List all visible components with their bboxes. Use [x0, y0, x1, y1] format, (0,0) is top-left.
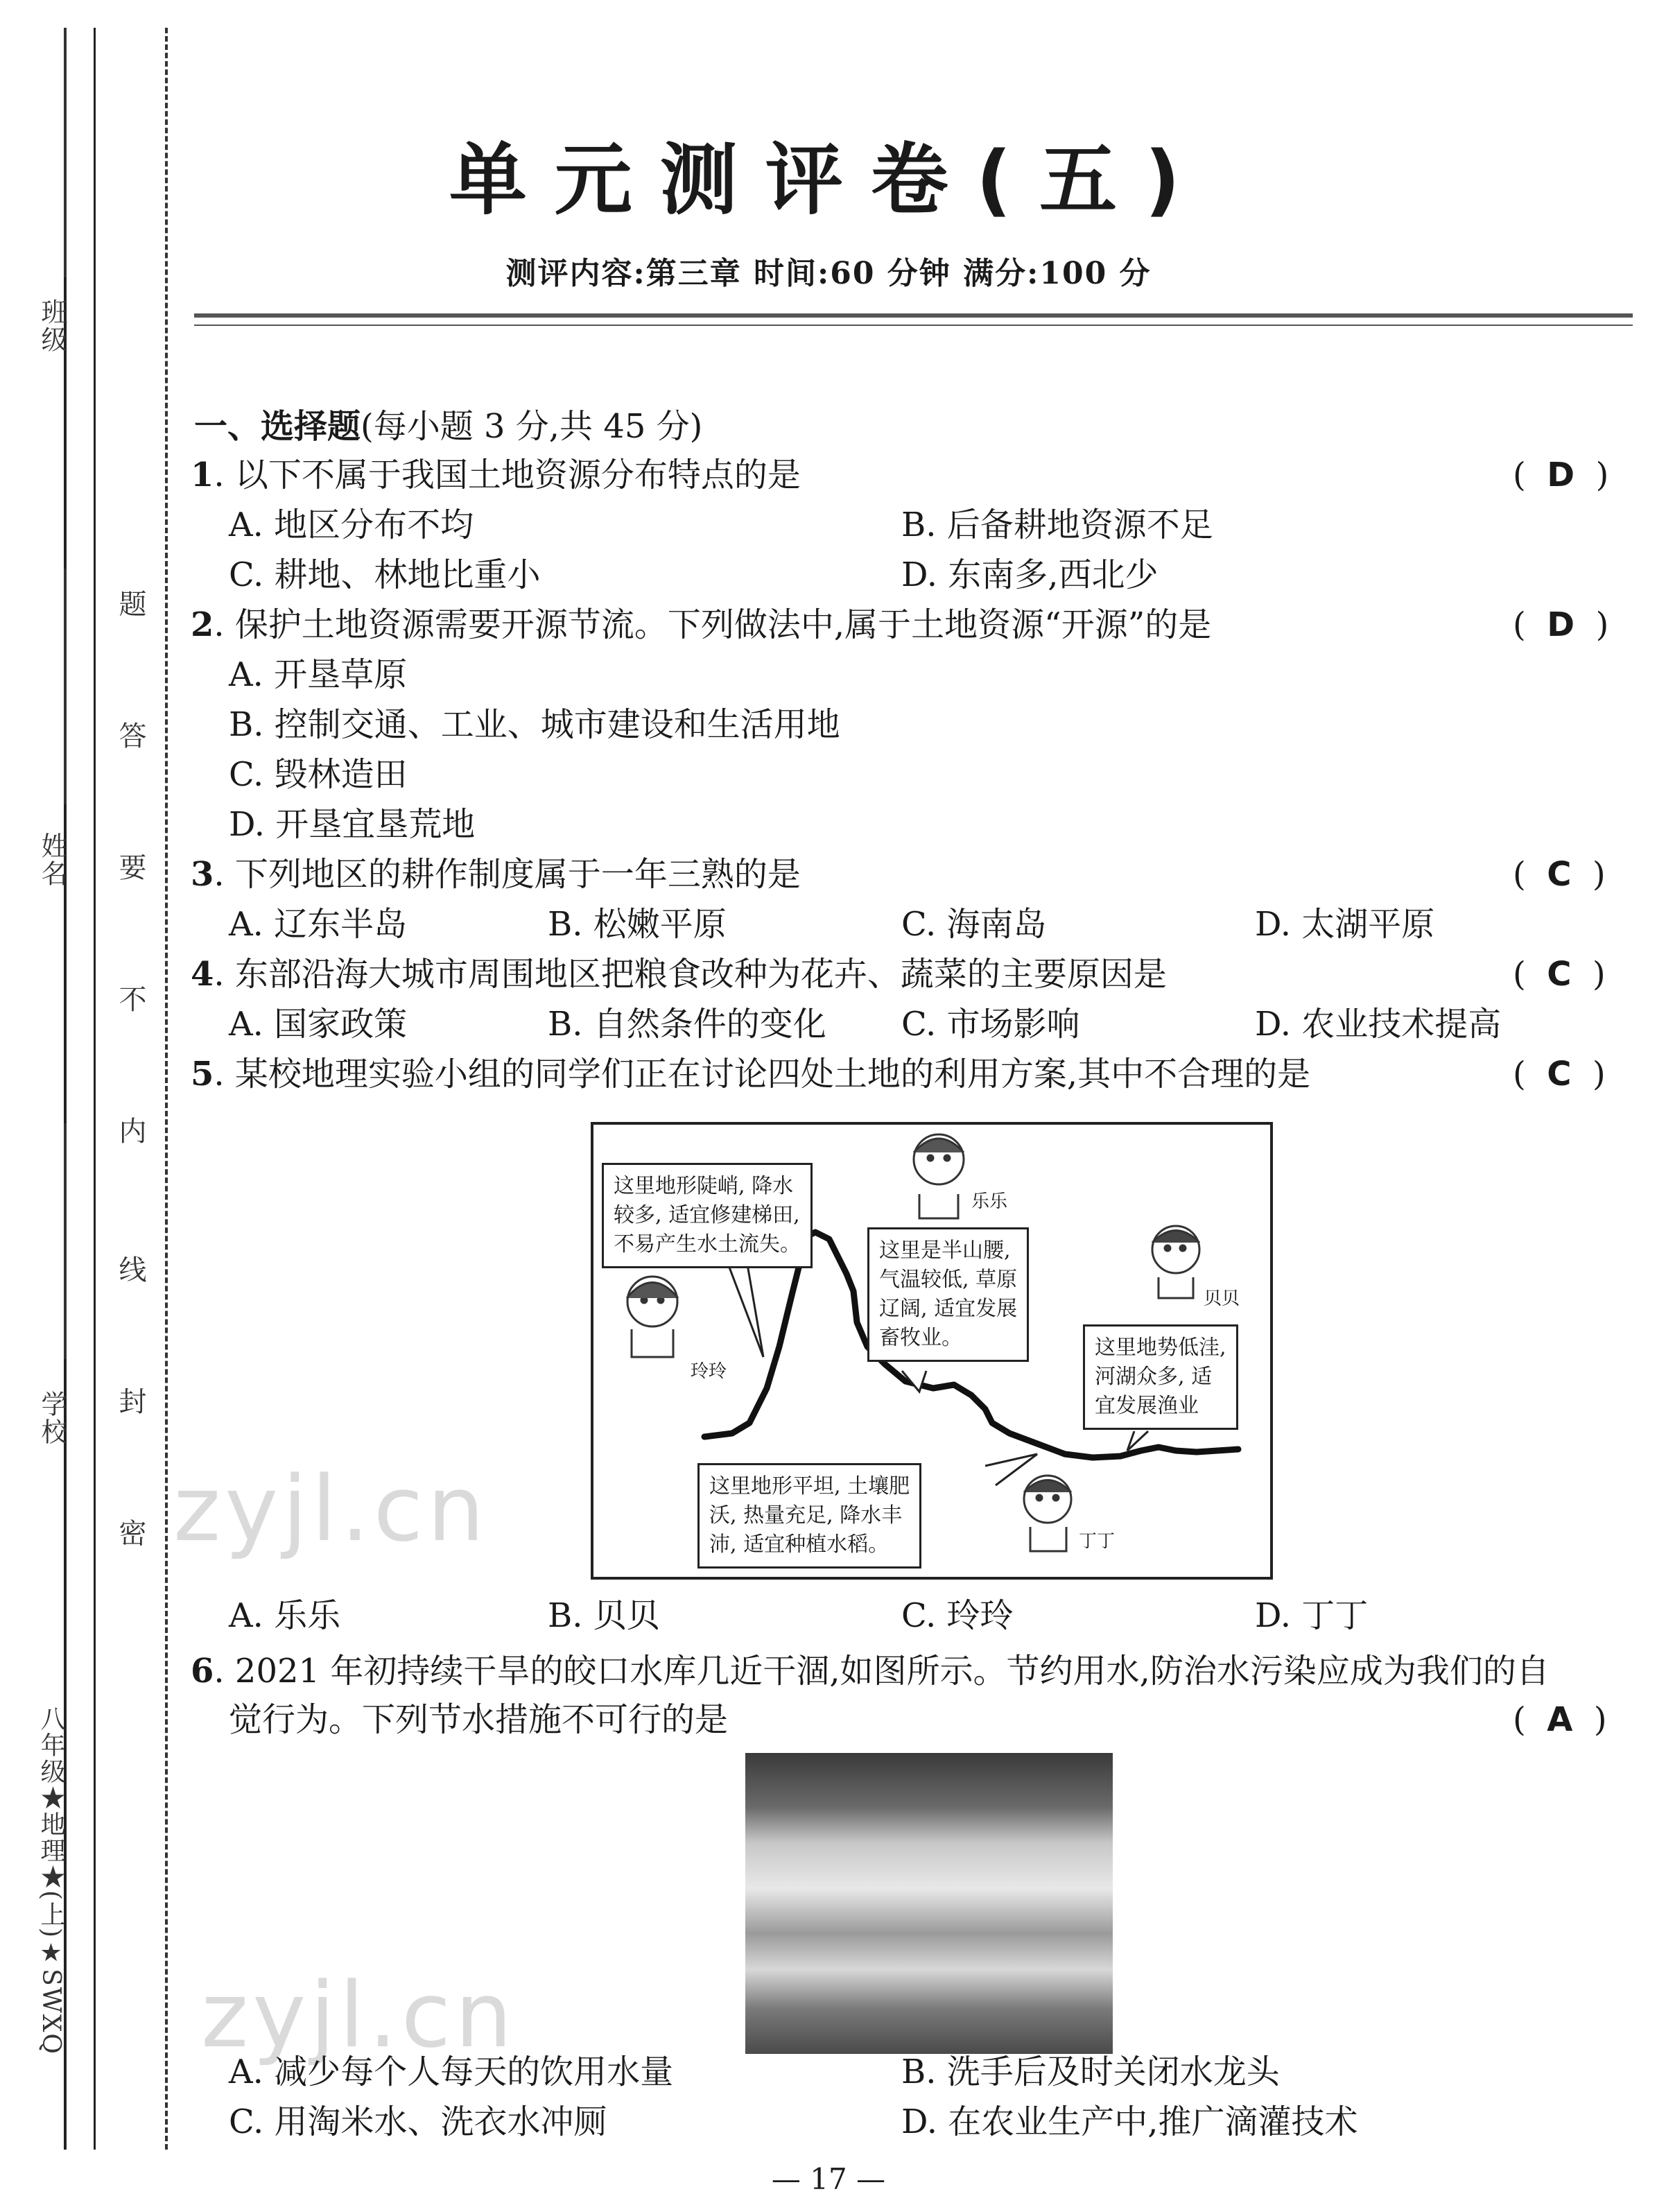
option[interactable]: D. 在农业生产中,推广滴灌技术 — [901, 2102, 1358, 2141]
section-note: (每小题 3 分,共 45 分) — [361, 407, 703, 446]
watermark: zyjl.cn — [201, 1962, 517, 2068]
option[interactable]: B. 自然条件的变化 — [548, 1005, 826, 1044]
answer-bracket: ( D ) — [1513, 605, 1609, 644]
reservoir-photo — [745, 1753, 1113, 2054]
question-text: . 2021 年初持续干旱的皎口水库几近干涸,如图所示。节约用水,防治水污染应成为我们的自 — [214, 1652, 1550, 1691]
option[interactable]: B. 后备耕地资源不足 — [901, 506, 1213, 544]
answer-letter: C — [1547, 855, 1572, 894]
option[interactable]: A. 减少每个人每天的饮用水量 — [229, 2053, 674, 2091]
kid-lingling-icon — [627, 1277, 678, 1357]
question-text: . 以下不属于我国土地资源分布特点的是 — [214, 456, 801, 494]
question-number: 2 — [191, 605, 214, 644]
option[interactable]: B. 洗手后及时关闭水龙头 — [901, 2053, 1280, 2091]
option[interactable]: B. 控制交通、工业、城市建设和生活用地 — [229, 705, 840, 744]
answer-bracket: ( D ) — [1513, 456, 1609, 494]
pointer-lingling — [725, 1256, 763, 1357]
option[interactable]: D. 农业技术提高 — [1255, 1005, 1502, 1044]
label-dingding: 丁丁 — [1079, 1531, 1116, 1552]
option[interactable]: B. 松嫩平原 — [548, 905, 727, 944]
page-title: 单元测评卷(五) — [449, 135, 1208, 225]
label-beibei: 贝贝 — [1204, 1288, 1240, 1309]
question-stem — [191, 454, 801, 496]
answer-letter: C — [1547, 1055, 1572, 1094]
school-label: 学校 — [37, 1390, 67, 1446]
question-text-continued: 觉行为。下列节水措施不可行的是 — [229, 1700, 729, 1739]
page-number: — 17 — — [771, 2162, 886, 2196]
margin-line-inner — [94, 28, 96, 2150]
pointer-dingding — [985, 1454, 1037, 1485]
book-code: 八年级★地理★(上)★SWXQ — [37, 1706, 65, 2055]
page-subtitle: 测评内容:第三章 时间:60 分钟 满分:100 分 — [505, 256, 1152, 291]
answer-letter: A — [1547, 1700, 1573, 1739]
seal-dashed-line — [165, 28, 168, 2150]
question-stem — [191, 1650, 1550, 1692]
question-text: . 下列地区的耕作制度属于一年三熟的是 — [214, 855, 801, 894]
seal-char: 不 — [114, 985, 146, 1012]
answer-bracket: ( A ) — [1513, 1700, 1607, 1739]
watermark: zyjl.cn — [173, 1456, 489, 1562]
answer-letter: D — [1547, 456, 1575, 494]
question-number: 1 — [191, 456, 214, 494]
question-number: 6 — [191, 1652, 214, 1691]
land-use-figure — [591, 1122, 1273, 1580]
section-title: 一、选择题 — [194, 407, 361, 446]
option[interactable]: C. 用淘米水、洗衣水冲厕 — [229, 2102, 607, 2141]
bubble-lele: 这里是半山腰, 气温较低, 草原 辽阔, 适宜发展 畜牧业。 — [867, 1227, 1029, 1362]
option[interactable]: A. 开垦草原 — [229, 655, 408, 694]
option[interactable]: D. 东南多,西北少 — [901, 555, 1159, 594]
bubble-beibei: 这里地势低洼, 河湖众多, 适 宜发展渔业 — [1083, 1324, 1238, 1430]
option[interactable]: C. 毁林造田 — [229, 755, 408, 794]
name-label: 姓名 — [37, 832, 67, 888]
school-blank[interactable] — [64, 1123, 67, 1359]
option[interactable]: C. 玲玲 — [901, 1596, 1014, 1635]
bubble-dingding: 这里地形平坦, 土壤肥 沃, 热量充足, 降水丰 沛, 适宜种植水稻。 — [697, 1463, 921, 1569]
option[interactable]: D. 丁丁 — [1255, 1596, 1369, 1635]
question-number: 3 — [191, 855, 214, 894]
option[interactable]: A. 乐乐 — [229, 1596, 341, 1635]
kid-dingding-icon — [1024, 1476, 1071, 1551]
option[interactable]: D. 太湖平原 — [1255, 905, 1435, 944]
option[interactable]: D. 开垦宜垦荒地 — [229, 805, 476, 844]
seal-char: 密 — [114, 1519, 146, 1546]
option[interactable]: B. 贝贝 — [548, 1596, 660, 1635]
seal-char: 答 — [114, 721, 146, 749]
kid-beibei-icon — [1152, 1226, 1199, 1298]
name-blank[interactable] — [64, 569, 67, 804]
answer-letter: D — [1547, 605, 1575, 644]
option[interactable]: C. 海南岛 — [901, 905, 1047, 944]
question-stem — [191, 953, 1167, 995]
question-number: 4 — [191, 955, 214, 994]
option[interactable]: C. 市场影响 — [901, 1005, 1080, 1044]
class-label: 班级 — [37, 298, 67, 354]
answer-bracket: ( C ) — [1513, 955, 1606, 994]
answer-bracket: ( C ) — [1513, 855, 1606, 894]
option[interactable]: A. 国家政策 — [229, 1005, 408, 1044]
section-heading — [194, 406, 702, 447]
seal-char: 封 — [114, 1387, 146, 1415]
answer-letter: C — [1547, 955, 1572, 994]
question-number: 5 — [191, 1055, 214, 1094]
seal-char: 内 — [114, 1116, 146, 1144]
question-text: . 东部沿海大城市周围地区把粮食改种为花卉、蔬菜的主要原因是 — [214, 955, 1167, 994]
seal-char: 线 — [114, 1255, 146, 1283]
label-lele: 乐乐 — [971, 1191, 1008, 1212]
option[interactable]: C. 耕地、林地比重小 — [229, 555, 541, 594]
question-stem — [191, 1053, 1310, 1095]
header-rule-thick — [194, 313, 1633, 318]
seal-char: 要 — [114, 853, 146, 881]
bubble-lingling: 这里地形陡峭, 降水 较多, 适宜修建梯田, 不易产生水土流失。 — [602, 1163, 813, 1268]
question-stem — [191, 604, 1211, 646]
question-text: . 保护土地资源需要开源节流。下列做法中,属于土地资源“开源”的是 — [214, 605, 1212, 644]
question-stem — [191, 854, 801, 895]
label-lingling: 玲玲 — [691, 1361, 727, 1382]
answer-bracket: ( C ) — [1513, 1055, 1606, 1094]
option[interactable]: A. 辽东半岛 — [229, 905, 408, 944]
header-rule-thin — [194, 325, 1633, 326]
seal-char: 题 — [114, 589, 146, 617]
kid-lele-icon — [914, 1134, 964, 1218]
option[interactable]: A. 地区分布不均 — [229, 506, 474, 544]
question-text: . 某校地理实验小组的同学们正在讨论四处土地的利用方案,其中不合理的是 — [214, 1055, 1311, 1094]
